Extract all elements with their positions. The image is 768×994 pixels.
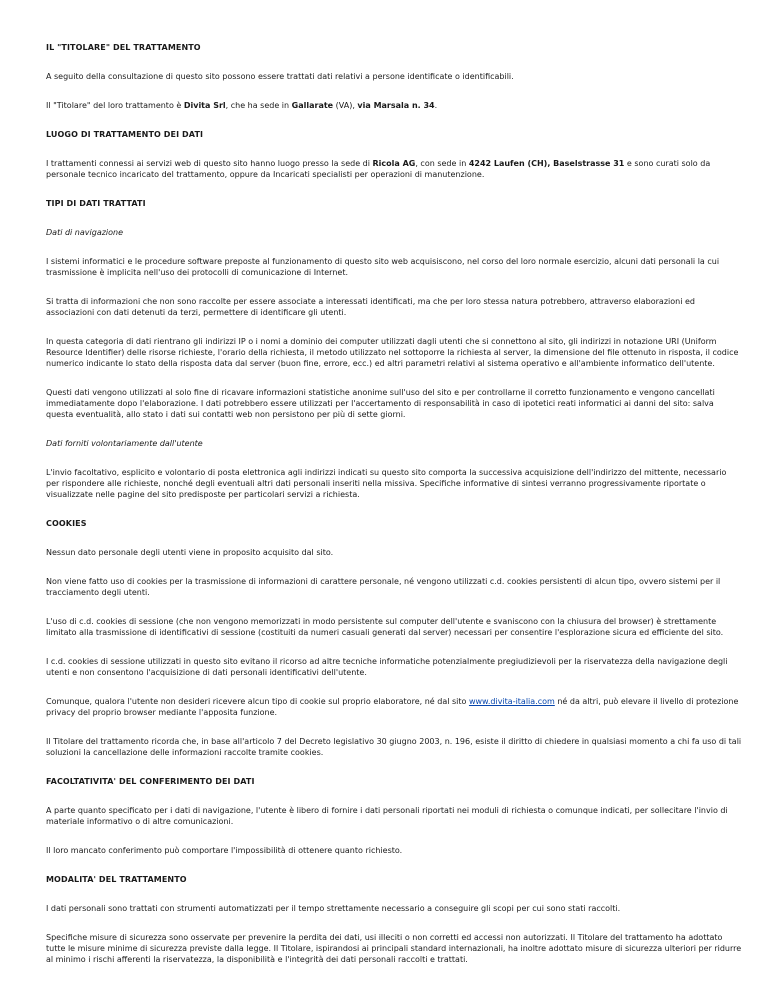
subheading-dati-forniti: Dati forniti volontariamente dall'utente: [46, 439, 203, 448]
section-title-facoltativita: FACOLTATIVITA' DEL CONFERIMENTO DEI DATI: [46, 777, 255, 786]
paragraph: In questa categoria di dati rientrano gli indirizzi IP o i nomi a dominio dei computer utilizzati dagli utenti che si connettono al sito, gli indirizzi in notazione URI (Uniform Resource Identifier) delle risorse richieste, l'orario della richiesta, il metodo utilizzato nel sottoporre la richiesta al server, la dimensione del file ottenuto in risposta, il codice numerico indicante lo stato della risposta data dal server (buon fine, errore, ecc.) ed altri parametri relativi al sistema operativo e all'ambiente informatico dell'utente.: [46, 337, 739, 368]
section-title-titolare: IL "TITOLARE" DEL TRATTAMENTO: [46, 43, 201, 52]
company-city: Gallarate: [291, 101, 334, 110]
section-title-modalita: MODALITA' DEL TRATTAMENTO: [46, 875, 187, 884]
company-name: Divita Srl: [183, 101, 226, 110]
section-title-cookies: COOKIES: [46, 519, 87, 528]
paragraph: Si tratta di informazioni che non sono raccolte per essere associate a interessati identificati, ma che per loro stessa natura potrebbero, attraverso elaborazioni ed associazioni con dati detenuti da terzi, permettere di identificare gli utenti.: [46, 297, 695, 317]
paragraph: L'uso di c.d. cookies di sessione (che non vengono memorizzati in modo persistente sul computer dell'utente e svaniscono con la chiusura del browser) è strettamente limitato alla trasmissione di identificativi di sessione (costituiti da numeri casuali generati dal server) necessari per consentire l'esplorazione sicura ed efficiente del sito.: [46, 617, 724, 637]
paragraph: Il Titolare del trattamento ricorda che, in base all'articolo 7 del Decreto legislativo 30 giugno 2003, n. 196, esiste il diritto di chiedere in qualsiasi momento a chi fa uso di tali soluzioni la cancellazione delle informazioni raccolte tramite cookies.: [46, 737, 742, 757]
site-link[interactable]: www.divita-italia.com: [468, 697, 555, 706]
paragraph: I c.d. cookies di sessione utilizzati in questo sito evitano il ricorso ad altre tecniche informatiche potenzialmente pregiudizievoli per la riservatezza della navigazione degli utenti e non consentono l'acquisizione di dati personali identificativi dell'utente.: [46, 657, 728, 677]
paragraph: Nessun dato personale degli utenti viene in proposito acquisito dal sito.: [46, 548, 334, 557]
paragraph: I sistemi informatici e le procedure software preposte al funzionamento di questo sito web acquisiscono, nel corso del loro normale esercizio, alcuni dati personali la cui trasmissione è implicita nell'uso dei protocolli di comunicazione di Internet.: [46, 257, 720, 277]
section-title-tipi-dati: TIPI DI DATI TRATTATI: [46, 199, 146, 208]
paragraph: Questi dati vengono utilizzati al solo fine di ricavare informazioni statistiche anonime sull'uso del sito e per controllarne il corretto funzionamento e vengono cancellati immediatamente dopo l'elaborazione. I dati potrebbero essere utilizzati per l'accertamento di responsabilità in caso di ipotetici reati informatici ai danni del sito: salva questa eventualità, allo stato i dati sui contatti web non persistono per più di sette giorni.: [46, 388, 715, 419]
paragraph: Il loro mancato conferimento può comportare l'impossibilità di ottenere quanto richiesto.: [46, 846, 403, 855]
subheading-dati-navigazione: Dati di navigazione: [46, 228, 124, 237]
company-address: via Marsala n. 34: [357, 101, 435, 110]
host-company: Ricola AG: [372, 159, 416, 168]
paragraph-titolare: Il "Titolare" del loro trattamento è Divita Srl, che ha sede in Gallarate (VA), via Marsala n. 34.: [46, 101, 438, 110]
section-title-luogo: LUOGO DI TRATTAMENTO DEI DATI: [46, 130, 204, 139]
paragraph: Specifiche misure di sicurezza sono osservate per prevenire la perdita dei dati, usi illeciti o non corretti ed accessi non autorizzati. Il Titolare del trattamento ha adottato tutte le misure minime di sicurezza previste dalla legge. Il Titolare, ispirandosi ai principali standard internazionali, ha inoltre adottato misure di sicurezza ulteriori per ridurre al minimo i rischi afferenti la riservatezza, la disponibilità e l'integrità dei dati personali raccolti e trattati.: [46, 933, 742, 964]
paragraph: L'invio facoltativo, esplicito e volontario di posta elettronica agli indirizzi indicati su questo sito comporta la successiva acquisizione dell'indirizzo del mittente, necessario per rispondere alle richieste, nonché degli eventuali altri dati personali inseriti nella missiva. Specifiche informative di sintesi verranno progressivamente riportate o visualizzate nelle pagine del sito predisposte per particolari servizi a richiesta.: [46, 468, 727, 499]
paragraph: A seguito della consultazione di questo sito possono essere trattati dati relativi a persone identificate o identificabili.: [46, 72, 514, 81]
paragraph: Non viene fatto uso di cookies per la trasmissione di informazioni di carattere personale, né vengono utilizzati c.d. cookies persistenti di alcun tipo, ovvero sistemi per il tracciamento degli utenti.: [46, 577, 721, 597]
paragraph-cookie-opt-out: Comunque, qualora l'utente non desideri ricevere alcun tipo di cookie sul proprio elaboratore, né dal sito www.divita-italia.com né da altri, può elevare il livello di protezione privacy del proprio browser mediante l'apposita funzione.: [46, 697, 739, 717]
host-address: 4242 Laufen (CH), Baselstrasse 31: [468, 159, 625, 168]
paragraph: A parte quanto specificato per i dati di navigazione, l'utente è libero di fornire i dati personali riportati nei moduli di richiesta o comunque indicati, per sollecitare l'invio di materiale informativo o di altre comunicazioni.: [46, 806, 728, 826]
paragraph: I dati personali sono trattati con strumenti automatizzati per il tempo strettamente necessario a conseguire gli scopi per cui sono stati raccolti.: [46, 904, 621, 913]
paragraph-luogo: I trattamenti connessi ai servizi web di questo sito hanno luogo presso la sede di Ricola AG, con sede in 4242 Laufen (CH), Baselstrasse 31 e sono curati solo da personale tecnico incaricato del trattamento, oppure da Incaricati specialisti per operazioni di manutenzione.: [46, 159, 711, 179]
